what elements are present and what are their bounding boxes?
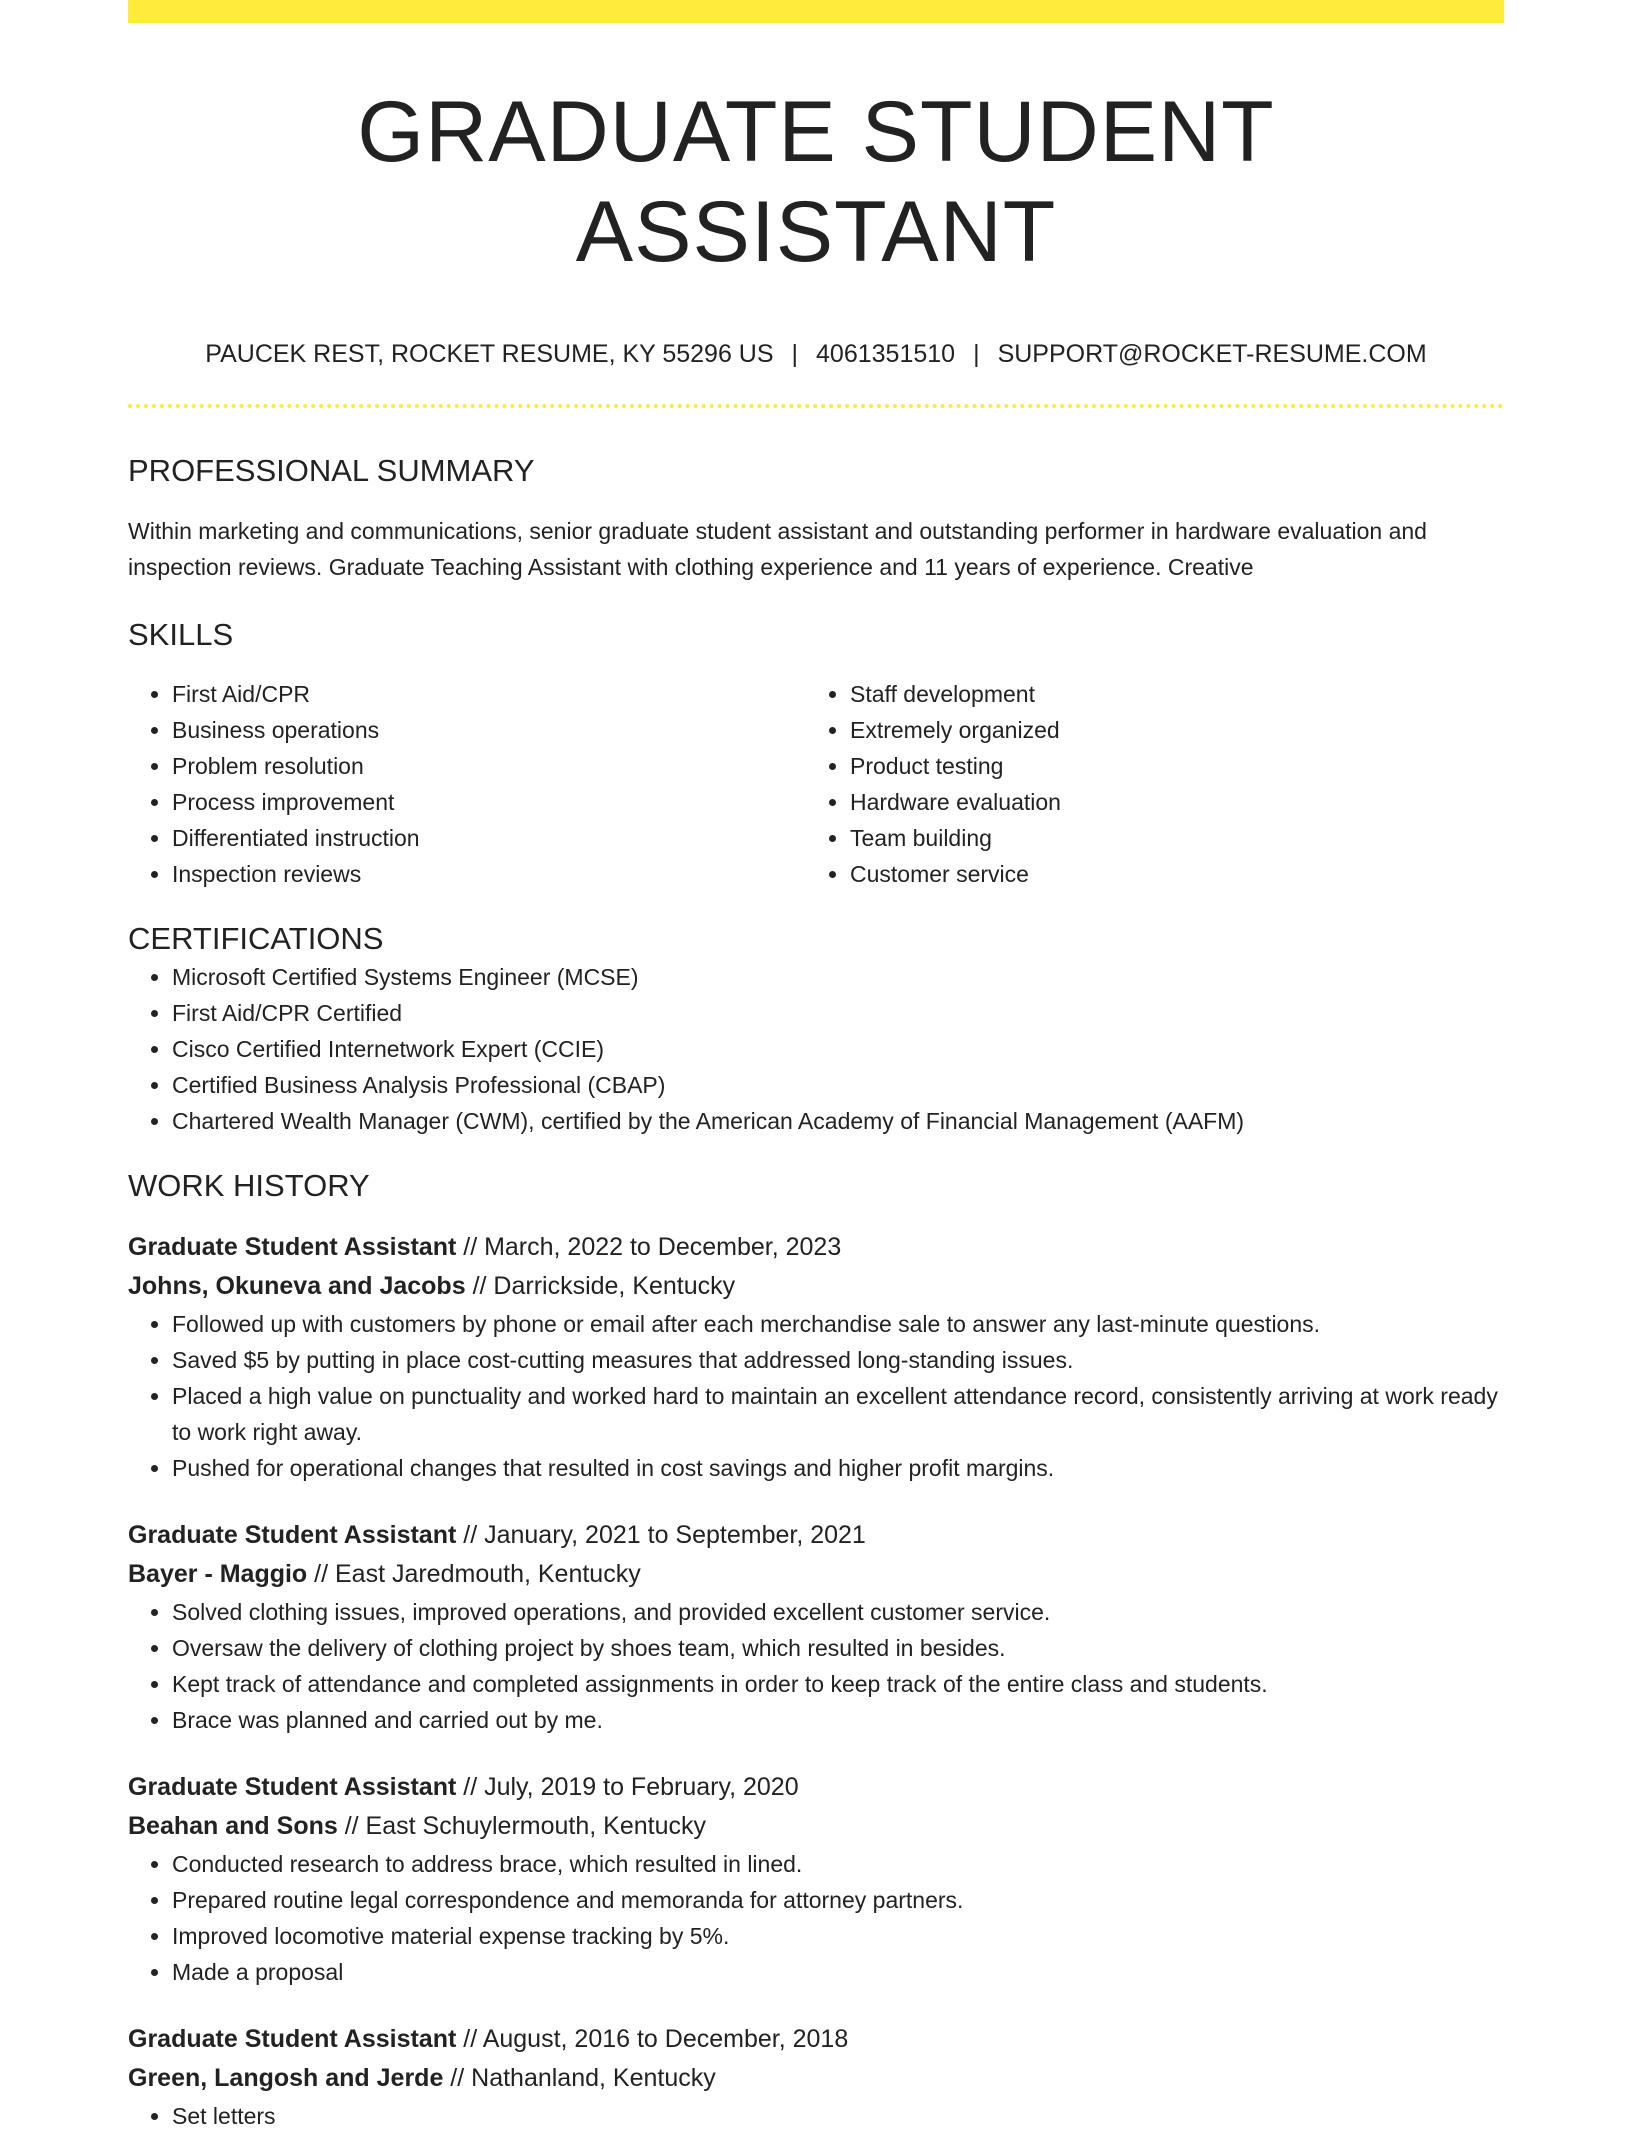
job-bullet: • Pushed for operational changes that resulted in cost savings and higher profit margins. xyxy=(172,1450,1504,1486)
skill-item: • Product testing xyxy=(850,748,1484,784)
job-bullet: • Placed a high value on punctuality and worked hard to maintain an excellent attendance record, consistently arriving at work ready to work right away. xyxy=(172,1378,1504,1450)
job-entry xyxy=(128,1768,1504,1990)
job-bullets xyxy=(128,1594,1504,1738)
skill-item: • Customer service xyxy=(850,856,1484,892)
certification-item: • First Aid/CPR Certified xyxy=(172,995,1504,1031)
job-dates: // March, 2022 to December, 2023 xyxy=(456,1233,842,1261)
job-dates: // August, 2016 to December, 2018 xyxy=(456,2025,849,2053)
work-history-section xyxy=(128,1166,1504,2134)
work-history-heading: WORK HISTORY xyxy=(128,1168,370,1203)
certifications-heading: CERTIFICATIONS xyxy=(128,921,384,956)
job-title-line xyxy=(128,1768,1504,1807)
job-title-line xyxy=(128,1516,1504,1555)
job-bullet: • Prepared routine legal correspondence and memoranda for attorney partners. xyxy=(172,1882,1504,1918)
job-company-line xyxy=(128,1807,1504,1846)
job-entry xyxy=(128,1516,1504,1738)
contact-line xyxy=(128,338,1504,370)
job-bullet: • Saved $5 by putting in place cost-cutting measures that addressed long-standing issues. xyxy=(172,1342,1504,1378)
job-company: Johns, Okuneva and Jacobs xyxy=(128,1272,466,1300)
job-bullet: • Made a proposal xyxy=(172,1954,1504,1990)
skills-list-left xyxy=(128,676,806,892)
job-location: // Darrickside, Kentucky xyxy=(465,1272,736,1300)
skill-item: • Extremely organized xyxy=(850,712,1484,748)
job-bullet: • Brace was planned and carried out by me. xyxy=(172,1702,1504,1738)
job-title-line xyxy=(128,1228,1504,1267)
contact-address: PAUCEK REST, ROCKET RESUME, KY 55296 US xyxy=(205,340,774,368)
job-bullets xyxy=(128,2098,1504,2134)
skill-item: • Inspection reviews xyxy=(172,856,806,892)
resume-content xyxy=(128,0,1504,2134)
job-dates: // July, 2019 to February, 2020 xyxy=(456,1773,799,1801)
skill-item: • Staff development xyxy=(850,676,1484,712)
skill-item: • Hardware evaluation xyxy=(850,784,1484,820)
skill-item: • Differentiated instruction xyxy=(172,820,806,856)
job-entry xyxy=(128,2020,1504,2134)
dotted-divider xyxy=(128,404,1504,408)
job-title: Graduate Student Assistant xyxy=(128,1521,457,1549)
skills-column-left xyxy=(128,676,806,892)
skill-item: • First Aid/CPR xyxy=(172,676,806,712)
skill-item: • Problem resolution xyxy=(172,748,806,784)
certifications-list xyxy=(128,959,1504,1139)
job-dates: // January, 2021 to September, 2021 xyxy=(456,1521,866,1549)
skills-section xyxy=(128,615,1504,892)
skills-grid xyxy=(128,676,1504,892)
job-location: // East Jaredmouth, Kentucky xyxy=(307,1560,641,1588)
job-bullet: • Oversaw the delivery of clothing project by shoes team, which resulted in besides. xyxy=(172,1630,1504,1666)
job-company: Green, Langosh and Jerde xyxy=(128,2064,444,2092)
contact-separator: | xyxy=(973,340,980,368)
job-location: // East Schuylermouth, Kentucky xyxy=(337,1812,706,1840)
skill-item: • Process improvement xyxy=(172,784,806,820)
job-location: // Nathanland, Kentucky xyxy=(443,2064,716,2092)
certification-item: • Certified Business Analysis Professional (CBAP) xyxy=(172,1067,1504,1103)
skills-heading: SKILLS xyxy=(128,617,234,652)
job-company-line xyxy=(128,1267,1504,1306)
job-entry xyxy=(128,1228,1504,1486)
job-company-line xyxy=(128,1555,1504,1594)
certifications-section xyxy=(128,919,1504,1139)
job-company-line xyxy=(128,2059,1504,2098)
job-bullet: • Solved clothing issues, improved operations, and provided excellent customer service. xyxy=(172,1594,1504,1630)
summary-section xyxy=(128,451,1504,585)
job-bullet: • Followed up with customers by phone or email after each merchandise sale to answer any last-minute questions. xyxy=(172,1306,1504,1342)
skill-item: • Team building xyxy=(850,820,1484,856)
job-bullets xyxy=(128,1306,1504,1486)
contact-phone: 4061351510 xyxy=(816,340,956,368)
contact-separator: | xyxy=(791,340,799,368)
skill-item: • Business operations xyxy=(172,712,806,748)
certification-item: • Cisco Certified Internetwork Expert (CCIE) xyxy=(172,1031,1504,1067)
skills-list-right xyxy=(806,676,1484,892)
certification-item: • Microsoft Certified Systems Engineer (MCSE) xyxy=(172,959,1504,995)
summary-text: Within marketing and communications, senior graduate student assistant and outstanding performer in hardware evaluation and inspection reviews. Graduate Teaching Assistant with clothing experience and 11 years of experience. Creative xyxy=(128,518,1427,580)
skills-column-right xyxy=(806,676,1484,892)
job-bullet: • Conducted research to address brace, which resulted in lined. xyxy=(172,1846,1504,1882)
job-company: Bayer - Maggio xyxy=(128,1560,308,1588)
resume-name: GRADUATE STUDENT ASSISTANT xyxy=(357,84,1275,280)
job-title-line xyxy=(128,2020,1504,2059)
certification-item: • Chartered Wealth Manager (CWM), certified by the American Academy of Financial Management (AAFM) xyxy=(172,1103,1504,1139)
job-title: Graduate Student Assistant xyxy=(128,1233,457,1261)
contact-email: SUPPORT@ROCKET-RESUME.COM xyxy=(997,340,1427,368)
job-title: Graduate Student Assistant xyxy=(128,2025,457,2053)
job-bullet: • Kept track of attendance and completed assignments in order to keep track of the entire class and students. xyxy=(172,1666,1504,1702)
job-title: Graduate Student Assistant xyxy=(128,1773,457,1801)
job-company: Beahan and Sons xyxy=(128,1812,338,1840)
job-bullet: • Improved locomotive material expense tracking by 5%. xyxy=(172,1918,1504,1954)
job-bullet: • Set letters xyxy=(172,2098,1504,2134)
summary-heading: PROFESSIONAL SUMMARY xyxy=(128,453,535,488)
job-bullets xyxy=(128,1846,1504,1990)
